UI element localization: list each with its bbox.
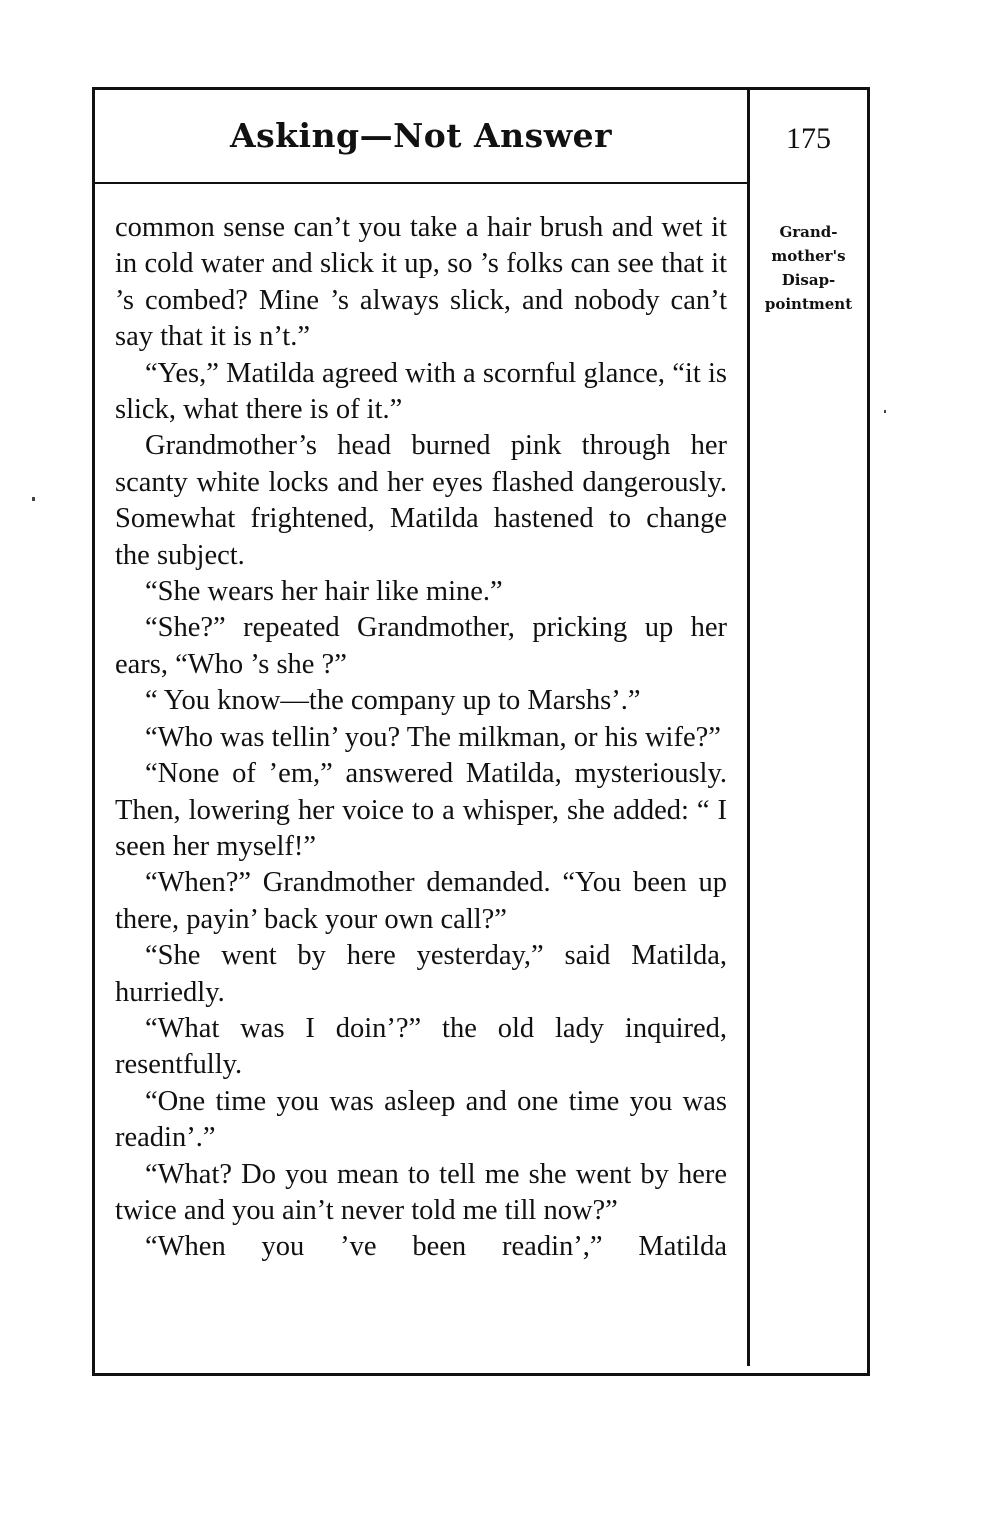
margin-note-line: pointment <box>764 295 853 313</box>
paragraph: “She went by here yesterday,” said Matilda, hurriedly. <box>115 940 727 1008</box>
margin-note-line: mother's <box>771 247 846 265</box>
page-frame <box>92 87 870 1376</box>
paragraph: “She?” repeated Grandmother, pricking up her ears, “Who ’s she ?” <box>115 612 727 680</box>
paragraph: “None of ’em,” answered Matilda, mysteriously. Then, lowering her voice to a whisper, she added: “ I seen her myself!” <box>115 758 727 862</box>
paragraph: “Yes,” Matilda agreed with a scornful glance, “it is slick, what there is of it.” <box>115 357 727 426</box>
paragraph: “What? Do you mean to tell me she went by here twice and you ain’t never told me till now?” <box>115 1158 727 1226</box>
paragraph: common sense can’t you take a hair brush and wet it in cold water and slick it up, so ’s folks can see that it ’s combed? Mine ’s always slick, and nobody can’t say that it is n’t.” <box>115 212 727 353</box>
paragraph: Grandmother’s head burned pink through her scanty white locks and her eyes flashed dangerously. Somewhat frightened, Matilda hastened to change the subject. <box>115 430 727 571</box>
paragraph: “She wears her hair like mine.” <box>145 576 503 608</box>
body-text <box>115 210 727 1266</box>
running-head-title: Asking—Not Answer <box>229 116 613 155</box>
page-number: 175 <box>786 122 831 155</box>
paragraph: “What was I doin’?” the old lady inquired, resentfully. <box>115 1012 727 1081</box>
margin-note-line: Disap- <box>781 271 836 289</box>
paragraph: “When?” Grandmother demanded. “You been up there, payin’ back your own call?” <box>115 867 727 935</box>
paragraph: “Who was tellin’ you? The milkman, or his wife?” <box>145 721 721 753</box>
scan-speck <box>884 410 886 413</box>
margin-note-line: Grand- <box>779 223 838 241</box>
header-rule <box>95 182 750 184</box>
paragraph: “ You know—the company up to Marshs’.” <box>145 685 641 717</box>
paragraph: “One time you was asleep and one time you was readin’.” <box>115 1085 727 1154</box>
scan-speck <box>32 497 35 501</box>
paragraph: “When you ’ve been readin’,” Matilda <box>145 1231 727 1263</box>
margin-note <box>750 220 867 316</box>
